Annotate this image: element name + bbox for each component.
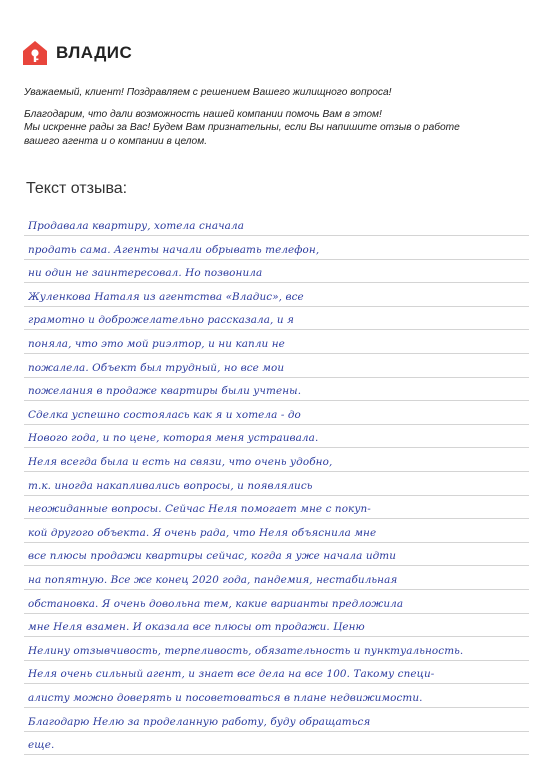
- ruled-line: [24, 707, 529, 708]
- ruled-line: [24, 235, 529, 236]
- handwritten-line: т.к. иногда накапливались вопросы, и появлялись: [28, 479, 313, 492]
- handwritten-line: Неля всегда была и есть на связи, что очень удобно,: [28, 456, 333, 468]
- ruled-line: [24, 447, 529, 448]
- ruled-line: [24, 329, 529, 330]
- ruled-line: [24, 518, 529, 519]
- brand-name: ВЛАДИС: [56, 43, 133, 62]
- handwritten-line: Нелину отзывчивость, терпеливость, обязательность и пунктуальность.: [28, 644, 464, 657]
- handwritten-line: все плюсы продажи квартиры сейчас, когда я уже начала идти: [28, 550, 397, 563]
- handwritten-line: алисту можно доверять и посоветоваться в плане недвижимости.: [28, 692, 423, 704]
- ruled-line: [24, 565, 529, 566]
- handwritten-line: Неля очень сильный агент, и знает все дела на все 100. Такому специ-: [28, 668, 435, 681]
- ruled-line: [24, 377, 529, 378]
- ruled-line: [24, 636, 529, 637]
- ruled-line: [24, 660, 529, 661]
- intro-line: Благодарим, что дали возможность нашей компании помочь Вам в этом!: [24, 109, 382, 121]
- ruled-line: [24, 613, 529, 614]
- ruled-line: [24, 353, 529, 354]
- ruled-line: [24, 683, 529, 684]
- handwritten-line: грамотно и доброжелательно рассказала, и я: [28, 314, 294, 327]
- handwritten-line: продать сама. Агенты начали обрывать телефон,: [28, 243, 320, 256]
- handwritten-line: обстановка. Я очень довольна тем, какие варианты предложила: [28, 597, 404, 610]
- handwritten-line: Благодарю Нелю за проделанную работу, буду обращаться: [28, 715, 371, 728]
- ruled-line: [24, 282, 529, 283]
- ruled-line: [24, 306, 529, 307]
- ruled-line: [24, 589, 529, 590]
- intro-line: вашего агента и о компании в целом.: [24, 135, 208, 147]
- handwritten-line: кой другого объекта. Я очень рада, что Неля объяснила мне: [28, 526, 377, 539]
- handwritten-line: ни один не заинтересовал. Но позвонила: [28, 267, 263, 280]
- intro-text: [24, 86, 524, 148]
- ruled-line: [24, 400, 529, 401]
- handwritten-line: Сделка успешно состоялась как я и хотела - до: [28, 408, 301, 421]
- ruled-line: [24, 424, 529, 425]
- review-text-area: [24, 199, 529, 752]
- handwritten-line: Продавала квартиру, хотела сначала: [28, 220, 244, 232]
- review-heading: Текст отзыва:: [26, 180, 128, 197]
- ruled-line: [24, 731, 529, 732]
- handwritten-line: на попятную. Все же конец 2020 года, пандемия, нестабильная: [28, 574, 398, 586]
- ruled-line: [24, 471, 529, 472]
- ruled-line: [24, 259, 529, 260]
- handwritten-line: пожелания в продаже квартиры были учтены.: [28, 385, 302, 398]
- handwritten-line: мне Неля взамен. И оказала все плюсы от продажи. Ценю: [28, 621, 365, 634]
- handwritten-line: неожиданные вопросы. Сейчас Неля помогает мне с покуп-: [28, 503, 371, 516]
- intro-greeting: Уважаемый, клиент! Поздравляем с решением Вашего жилищного вопроса!: [24, 87, 392, 98]
- intro-line: Мы искренне рады за Вас! Будем Вам признательны, если Вы напишите отзыв о работе: [24, 122, 460, 134]
- handwritten-line: еще.: [28, 739, 55, 752]
- ruled-line: [24, 495, 529, 496]
- handwritten-line: поняла, что это мой риэлтор, и ни капли не: [28, 338, 285, 350]
- ruled-line: [24, 542, 529, 543]
- brand-header: [22, 40, 132, 66]
- handwritten-line: Нового года, и по цене, которая меня устраивала.: [28, 432, 319, 445]
- ruled-line: [24, 754, 529, 755]
- house-key-icon: [22, 40, 48, 66]
- handwritten-line: Жуленкова Наталя из агентства «Владис», все: [28, 290, 304, 303]
- handwritten-line: пожалела. Объект был трудный, но все мои: [28, 361, 285, 374]
